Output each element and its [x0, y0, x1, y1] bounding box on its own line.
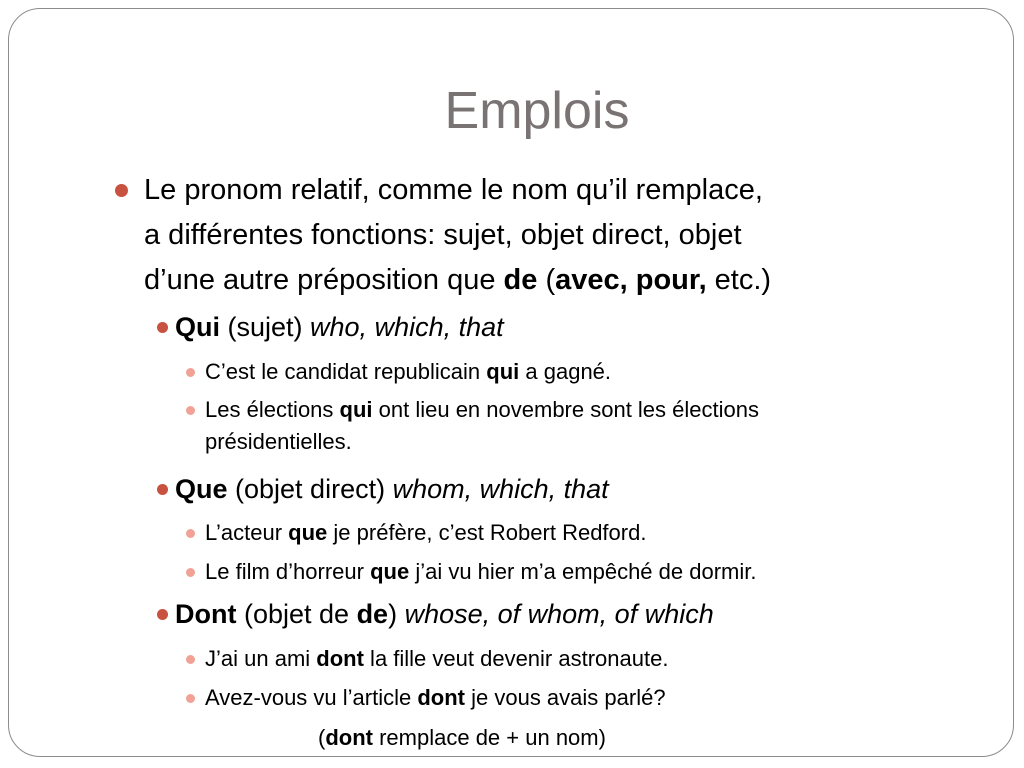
dont-example-2: [205, 681, 666, 714]
bold-term: Qui: [175, 312, 220, 342]
bold-term: que: [370, 559, 410, 584]
qui-example-1: [205, 355, 611, 388]
text: Avez-vous vu l’article: [205, 685, 418, 710]
bold-term: qui: [339, 397, 373, 422]
main-bullet-line-1: Le pronom relatif, comme le nom qu’il remplace,: [144, 174, 763, 206]
text: je vous avais parlé?: [465, 685, 666, 710]
bold-term: Que: [175, 474, 228, 504]
text: je préfère, c’est Robert Redford.: [327, 520, 647, 545]
bullet-dot-icon: [186, 368, 195, 377]
que-example-2: [205, 555, 756, 588]
text: C’est le candidat republicain: [205, 359, 487, 384]
dont-heading: [175, 597, 714, 631]
text: Les élections: [205, 397, 340, 422]
text: j’ai vu hier m’a empêché de dormir.: [409, 559, 757, 584]
text: d’une autre préposition que: [144, 264, 504, 296]
bold-term: qui: [486, 359, 520, 384]
que-heading: [175, 472, 609, 506]
que-example-1: [205, 516, 646, 549]
text: a gagné.: [519, 359, 612, 384]
english-translation: whom, which, that: [392, 474, 609, 504]
text: Le film d’horreur: [205, 559, 371, 584]
bold-term: de: [503, 264, 538, 296]
dont-note: [318, 721, 606, 754]
bold-term: dont: [417, 685, 465, 710]
bullet-dot-icon: [157, 322, 168, 333]
text: J’ai un ami: [205, 646, 317, 671]
text: ): [388, 599, 405, 629]
qui-heading: [175, 310, 504, 344]
text: (objet de: [236, 599, 357, 629]
bold-term: Dont: [175, 599, 237, 629]
text: L’acteur: [205, 520, 289, 545]
bullet-dot-icon: [186, 568, 195, 577]
text: (: [537, 264, 556, 296]
bold-term: avec, pour,: [555, 264, 707, 296]
bullet-dot-icon: [186, 529, 195, 538]
english-translation: whose, of whom, of which: [404, 599, 714, 629]
bullet-dot-icon: [157, 609, 168, 620]
bold-term: dont: [325, 725, 373, 750]
text: ont lieu en novembre sont les élections: [372, 397, 759, 422]
bold-term: dont: [316, 646, 364, 671]
bullet-dot-icon: [186, 694, 195, 703]
text: (sujet): [220, 312, 311, 342]
text: la fille veut devenir astronaute.: [363, 646, 669, 671]
qui-example-2-cont: présidentielles.: [205, 429, 352, 454]
qui-example-2: [205, 393, 759, 426]
bullet-dot-icon: [186, 406, 195, 415]
dont-example-1: [205, 642, 668, 675]
slide-title: Emplois: [444, 82, 630, 140]
text: (objet direct): [227, 474, 393, 504]
main-bullet-line-3: [144, 258, 771, 303]
main-bullet-line-2: a différentes fonctions: sujet, objet direct, objet: [144, 219, 742, 251]
bullet-dot-icon: [186, 655, 195, 664]
bullet-dot-icon: [157, 484, 168, 495]
text: (: [318, 725, 326, 750]
english-translation: who, which, that: [310, 312, 504, 342]
text: remplace de + un nom): [372, 725, 606, 750]
bold-term: de: [356, 599, 389, 629]
bold-term: que: [288, 520, 328, 545]
bullet-dot-icon: [115, 184, 128, 197]
text: etc.): [706, 264, 772, 296]
